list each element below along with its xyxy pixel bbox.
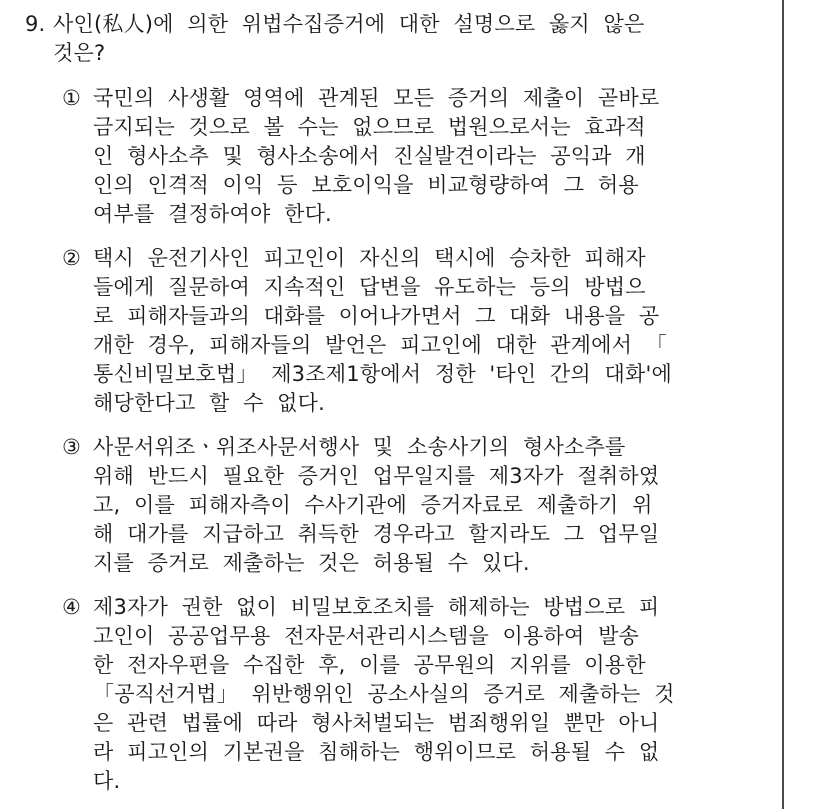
choice-1-text [93,84,761,229]
question-number: 9. [25,12,46,36]
question-text-line: 사인(私人)에 의한 위법수집증거에 대한 설명으로 옳지 않은 [53,12,645,36]
choice-4 [62,593,761,796]
choice-text-line: 은 관련 법률에 따라 형사처벌되는 범죄행위일 뿐만 아니 [93,711,660,735]
choice-text-line: 위해 반드시 필요한 증거인 업무일지를 제3자가 절취하였 [93,464,660,488]
choice-text-line: 여부를 결정하여야 한다. [93,202,332,226]
choice-1-marker: ① [62,86,82,110]
choice-text-line: 고인이 공공업무용 전자문서관리시스템을 이용하여 발송 [93,624,640,648]
choice-text-line: 인 형사소추 및 형사소송에서 진실발견이라는 공익과 개 [93,144,646,168]
question-9 [25,10,761,68]
choice-text-line: 「공직선거법」 위반행위인 공소사실의 증거로 제출하는 것 [93,682,675,706]
choice-4-marker: ④ [62,595,82,619]
choice-text-line: 들에게 질문하여 지속적인 답변을 유도하는 등의 방법으 [93,275,646,299]
choice-text-line: 개한 경우, 피해자들의 발언은 피고인에 대한 관계에서 「 [93,333,667,357]
choice-3-text [93,433,761,578]
choice-text-line: 라 피고인의 기본권을 침해하는 행위이므로 허용될 수 없 [93,740,660,764]
exam-question-block [25,10,761,796]
choice-text-line: 로 피해자들과의 대화를 이어나가면서 그 대화 내용을 공 [93,304,660,328]
choice-1 [62,84,761,229]
choice-3-marker: ③ [62,435,82,459]
choice-text-line: 금지되는 것으로 볼 수는 없으므로 법원으로서는 효과적 [93,115,646,139]
column-divider [782,0,784,809]
choice-2-text [93,244,761,418]
choice-text-line: 택시 운전기사인 피고인이 자신의 택시에 승차한 피해자 [93,246,646,270]
choice-text-line: 해당한다고 할 수 없다. [93,391,326,415]
choice-text-line: 지를 증거로 제출하는 것은 허용될 수 있다. [93,551,530,575]
choice-text-line: 한 전자우편을 수집한 후, 이를 공무원의 지위를 이용한 [93,653,646,677]
question-text-line: 것은? [53,41,106,65]
choice-text-line: 통신비밀보호법」 제3조제1항에서 정한 '타인 간의 대화'에 [93,362,672,386]
choice-3 [62,433,761,578]
question-text [53,10,761,68]
choice-text-line: 다. [93,769,121,793]
choice-text-line: 해 대가를 지급하고 취득한 경우라고 할지라도 그 업무일 [93,522,660,546]
choice-2-marker: ② [62,246,82,270]
choice-text-line: 인의 인격적 이익 등 보호이익을 비교형량하여 그 허용 [93,173,639,197]
choice-text-line: 국민의 사생활 영역에 관계된 모든 증거의 제출이 곧바로 [93,86,660,110]
choice-4-text [93,593,761,796]
choice-list [62,84,761,796]
choice-2 [62,244,761,418]
choice-text-line: 사문서위조ㆍ위조사문서행사 및 소송사기의 형사소추를 [93,435,626,459]
choice-text-line: 제3자가 권한 없이 비밀보호조치를 해제하는 방법으로 피 [93,595,660,619]
choice-text-line: 고, 이를 피해자측이 수사기관에 증거자료로 제출하기 위 [93,493,653,517]
